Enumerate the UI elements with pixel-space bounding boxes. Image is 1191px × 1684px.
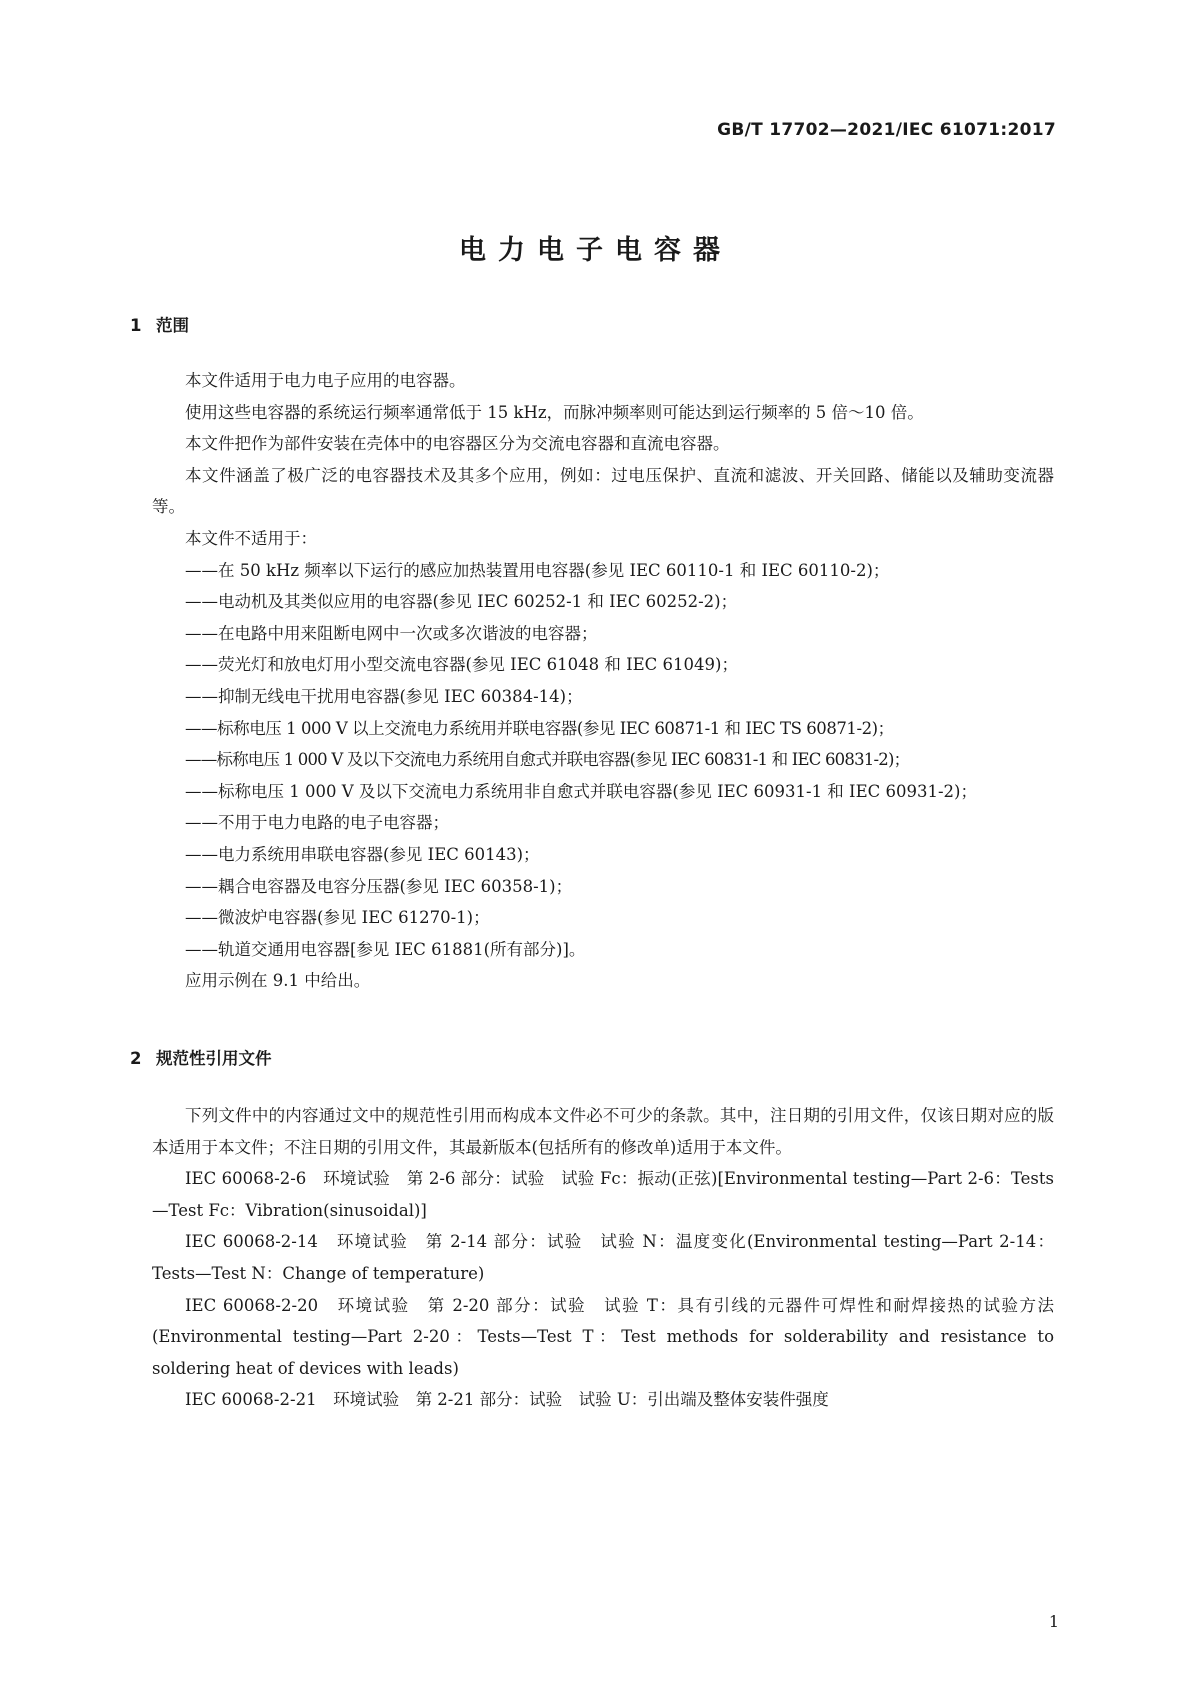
- section-1-body: [152, 365, 1054, 997]
- exclusion-item: ——荧光灯和放电灯用小型交流电容器(参见 IEC 61048 和 IEC 61049)；: [185, 655, 738, 675]
- section-2-heading: [130, 1045, 272, 1069]
- section-1-title: 范围: [156, 316, 189, 335]
- section-2-number: 2: [130, 1049, 142, 1068]
- exclusion-item: ——标称电压 1 000 V 及以下交流电力系统用非自愈式并联电容器(参见 IEC 60931-1 和 IEC 60931-2)；: [185, 781, 977, 801]
- exclusion-item: ——微波炉电容器(参见 IEC 61270-1)；: [185, 908, 490, 928]
- section-1-number: 1: [130, 316, 142, 335]
- scope-paragraph: 本文件适用于电力电子应用的电容器。: [185, 371, 466, 390]
- reference-entry: IEC 60068-2-14 环境试验 第 2-14 部分：试验 试验 N：温度变化(Environmental testing—Part 2-14：Tests—Test N：Change of temperature): [152, 1232, 1054, 1283]
- scope-paragraph: 本文件把作为部件安装在壳体中的电容器区分为交流电容器和直流电容器。: [185, 434, 730, 454]
- exclusion-item: ——耦合电容器及电容分压器(参见 IEC 60358-1)；: [185, 876, 573, 896]
- standard-code-header: GB/T 17702—2021/IEC 61071:2017: [717, 120, 1056, 140]
- section-2-title: 规范性引用文件: [156, 1049, 272, 1068]
- exclusion-item: ——标称电压 1 000 V 以上交流电力系统用并联电容器(参见 IEC 60871-1 和 IEC TS 60871-2)；: [185, 718, 894, 738]
- references-intro: 下列文件中的内容通过文中的规范性引用而构成本文件必不可少的条款。其中，注日期的引用文件，仅该日期对应的版本适用于本文件；不注日期的引用文件，其最新版本(包括所有的修改单)适用于本文件。: [152, 1106, 1054, 1157]
- document-title: 电力电子电容器: [459, 235, 732, 266]
- reference-entry: IEC 60068-2-21 环境试验 第 2-21 部分：试验 试验 U：引出端及整体安装件强度: [185, 1390, 829, 1410]
- exclusion-item: ——在 50 kHz 频率以下运行的感应加热装置用电容器(参见 IEC 60110-1 和 IEC 60110-2)；: [185, 560, 890, 580]
- reference-entry: IEC 60068-2-6 环境试验 第 2-6 部分：试验 试验 Fc：振动(正弦)[Environmental testing—Part 2-6：Tests—Test Fc：Vibration(sinusoidal)]: [152, 1169, 1054, 1220]
- exclusion-item: ——标称电压 1 000 V 及以下交流电力系统用自愈式并联电容器(参见 IEC 60831-1 和 IEC 60831-2)；: [185, 750, 910, 770]
- page-number: 1: [1048, 1612, 1059, 1631]
- exclusion-item: ——抑制无线电干扰用电容器(参见 IEC 60384-14)；: [185, 686, 583, 706]
- reference-entry: IEC 60068-2-20 环境试验 第 2-20 部分：试验 试验 T：具有引线的元器件可焊性和耐焊接热的试验方法(Environmental testing—Part 2-20：Tests—Test T：Test methods for solderability and resistance to soldering heat of devices with leads): [152, 1295, 1054, 1378]
- scope-paragraph: 本文件涵盖了极广泛的电容器技术及其多个应用，例如：过电压保护、直流和滤波、开关回路、储能以及辅助变流器等。: [152, 465, 1054, 517]
- section-1-heading: [130, 312, 189, 336]
- exclusion-item: ——电力系统用串联电容器(参见 IEC 60143)；: [185, 844, 540, 864]
- scope-paragraph: 使用这些电容器的系统运行频率通常低于 15 kHz，而脉冲频率则可能达到运行频率的 5 倍～10 倍。: [185, 402, 924, 422]
- section-2-body: [152, 1100, 1054, 1416]
- exclusion-item: ——电动机及其类似应用的电容器(参见 IEC 60252-1 和 IEC 60252-2)；: [185, 592, 738, 612]
- scope-closing: 应用示例在 9.1 中给出。: [185, 971, 371, 991]
- exclusion-item: ——在电路中用来阻断电网中一次或多次谐波的电容器；: [185, 623, 598, 643]
- exclusion-item: ——轨道交通用电容器[参见 IEC 61881(所有部分)]。: [185, 939, 586, 959]
- scope-paragraph: 本文件不适用于：: [185, 528, 317, 548]
- exclusion-item: ——不用于电力电路的电子电容器；: [185, 813, 449, 833]
